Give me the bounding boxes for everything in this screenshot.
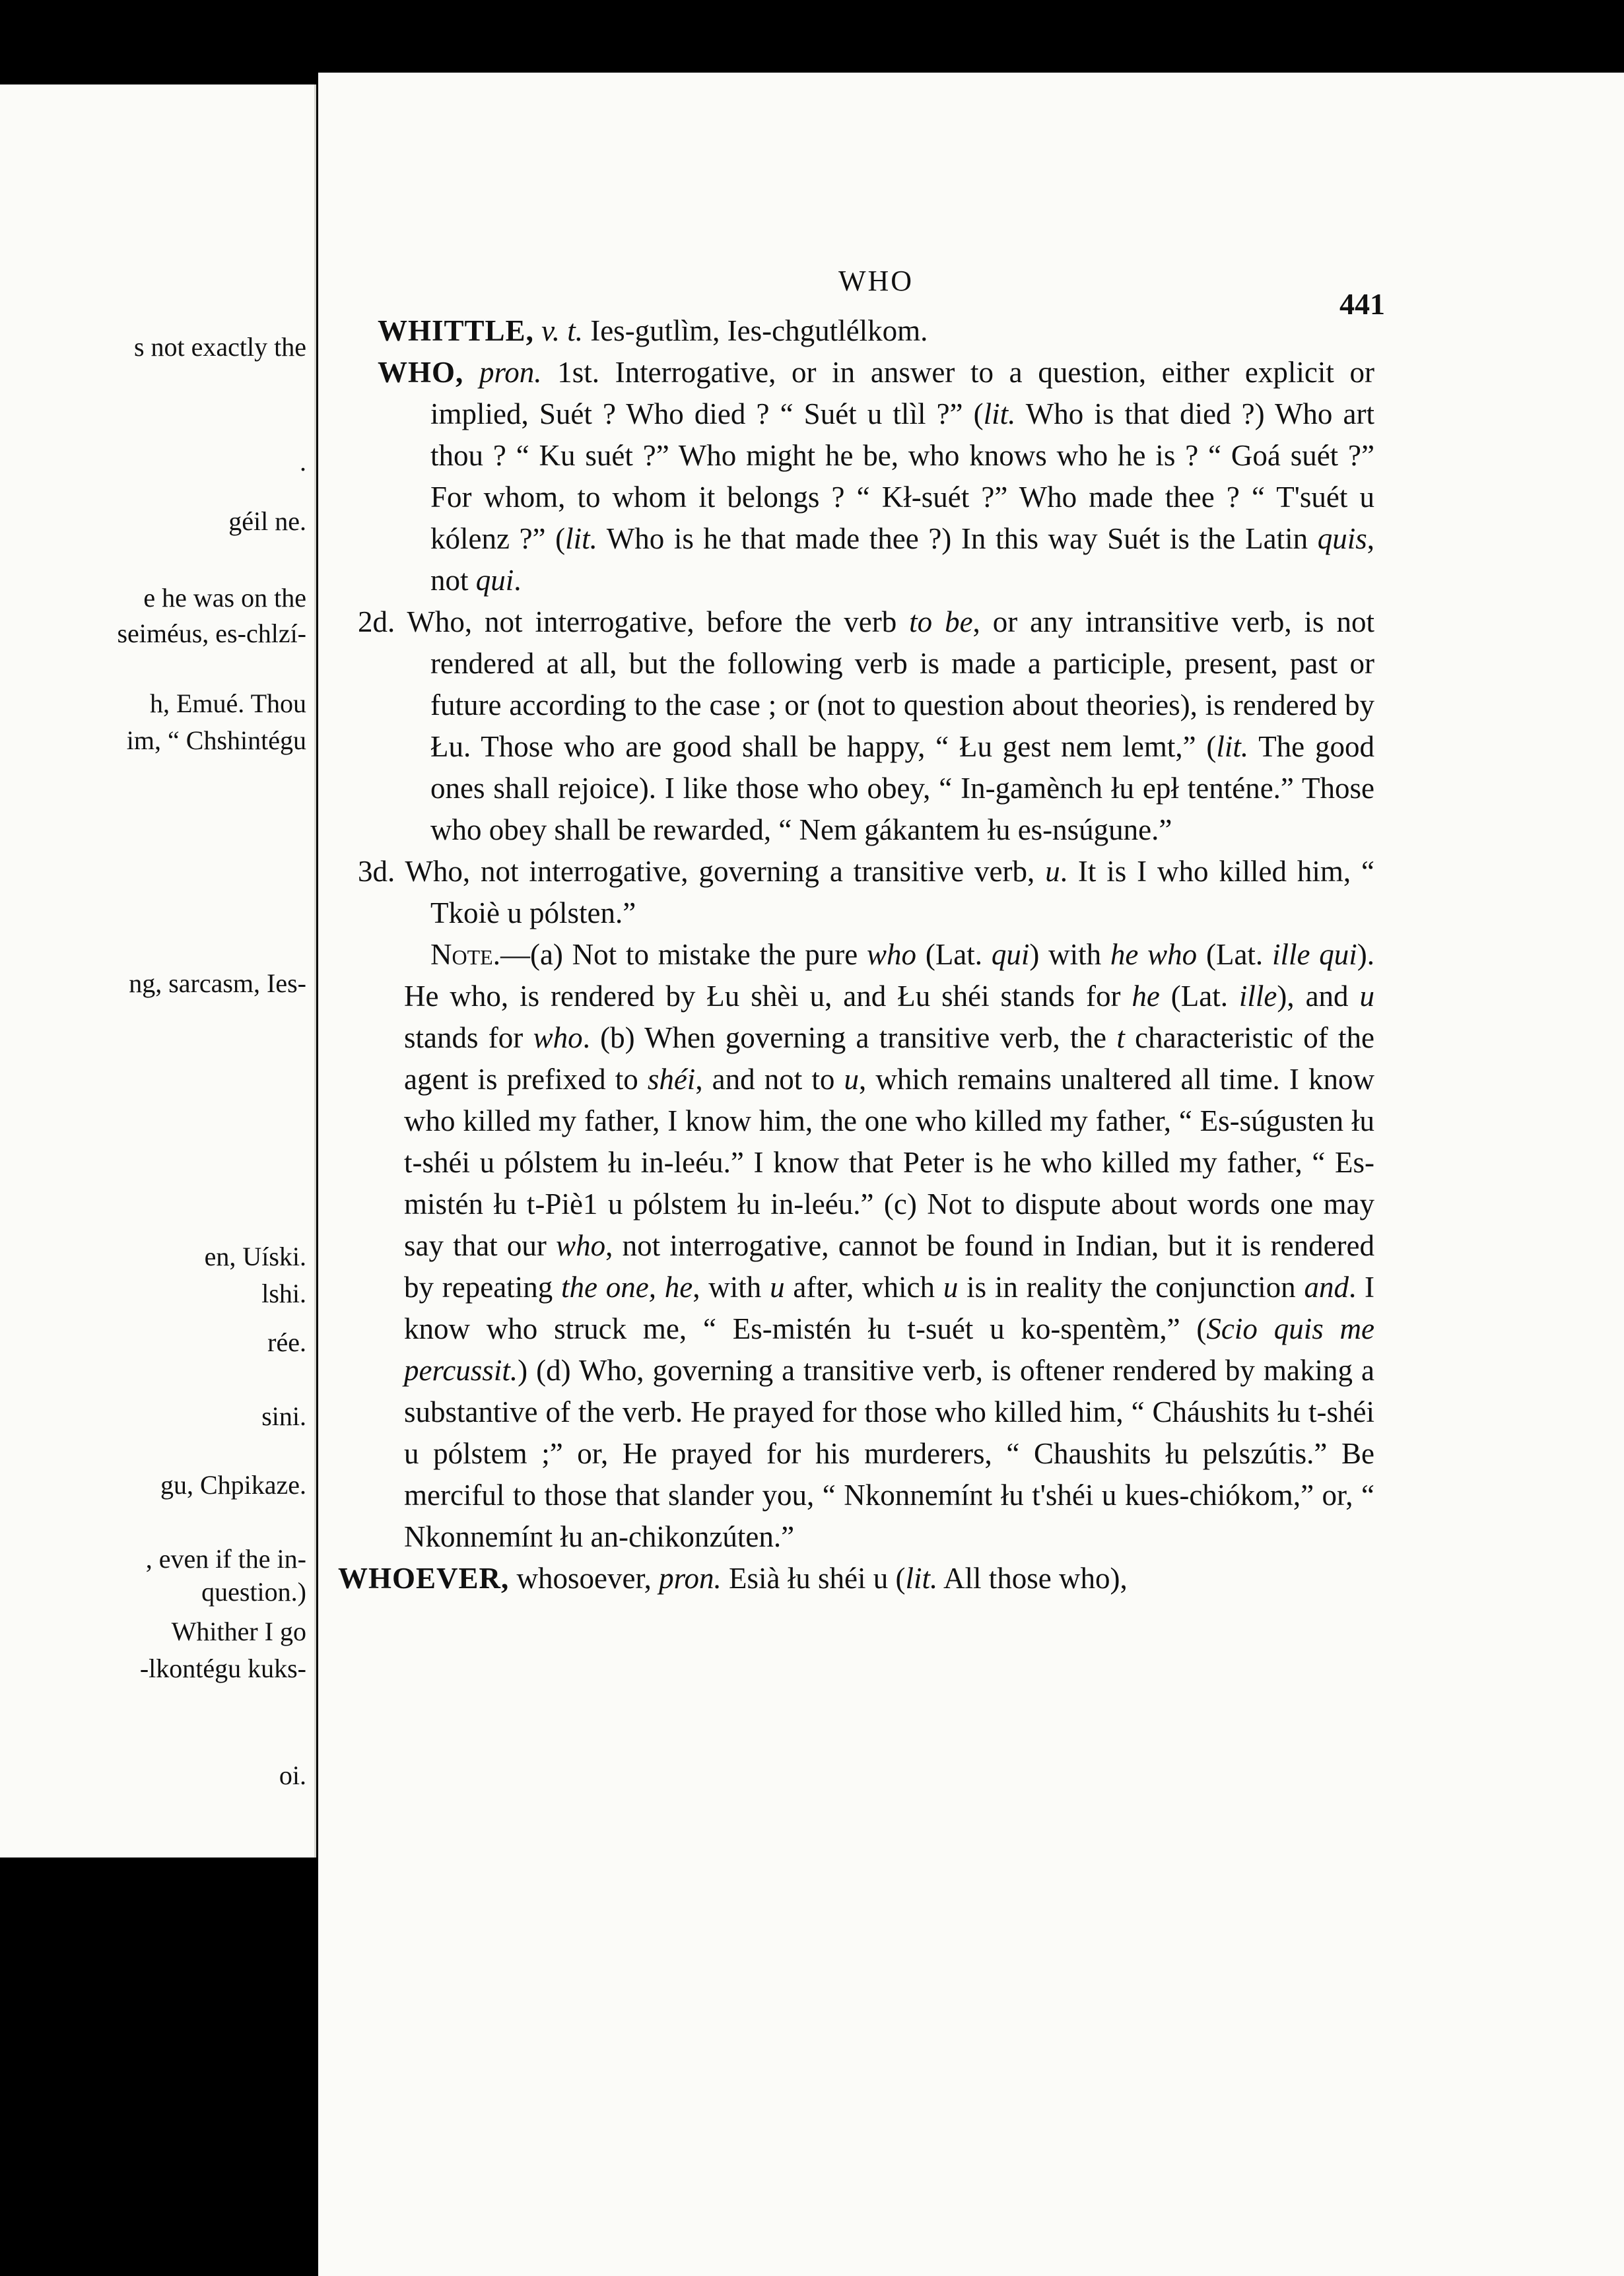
part-of-speech: pron. — [659, 1562, 722, 1595]
headword: WHOEVER, — [338, 1562, 510, 1595]
sense-text: Who is he that made thee ?) In this way Suét is the Latin — [597, 522, 1318, 555]
sense-text: 1st. Interrogative, or in answer to a question, either explicit or implied, Suét ? Who died ? “ Suét u tlìl ?” ( — [430, 356, 1375, 430]
left-page-line: seiméus, es-chlzí- — [117, 619, 306, 648]
note-text: (Lat. — [1197, 938, 1272, 971]
definition: Ies-gutlìm, Ies-chgutlélkom. — [590, 314, 928, 347]
note-text: after, which — [784, 1271, 943, 1304]
term: shéi — [647, 1063, 696, 1096]
abbrev: lit. — [565, 522, 597, 555]
page-number: 441 — [1339, 287, 1385, 321]
sense-number: 2d. — [358, 605, 395, 638]
sense-3 — [358, 851, 1374, 934]
part-of-speech: v. t. — [541, 314, 583, 347]
left-page-line: ng, sarcasm, Ies- — [129, 968, 306, 998]
left-page-line: , even if the in- — [145, 1544, 306, 1574]
term: to be — [909, 605, 973, 638]
note-text: , not interrogative, cannot be found in Indian, but it is rendered by repeating — [404, 1229, 1375, 1304]
left-page-line: question.) — [201, 1577, 306, 1607]
note-text: (Lat. — [916, 938, 992, 971]
left-page-line: gu, Chpikaze. — [160, 1470, 306, 1500]
note-text: ). He who, is rendered by Łu shèi u, and Łu shéi stands for — [404, 938, 1374, 1013]
term: u — [844, 1063, 859, 1096]
sense-number: 3d. — [358, 855, 395, 888]
left-page-line: lshi. — [261, 1279, 306, 1308]
note-text: (Lat. — [1159, 980, 1239, 1013]
part-of-speech: pron. — [479, 356, 542, 389]
left-page-line: oi. — [279, 1760, 306, 1790]
left-facing-page — [0, 84, 316, 1858]
dictionary-page — [318, 73, 1624, 2276]
sense-text: , not — [430, 522, 1374, 597]
left-page-line: e he was on the — [143, 583, 306, 613]
term: he who — [1110, 938, 1198, 971]
definition: All those who), — [937, 1562, 1128, 1595]
abbrev: lit. — [905, 1562, 938, 1595]
left-page-line: Whither I go — [171, 1617, 306, 1646]
note-text: ) (d) Who, governing a transitive verb, is oftener rendered by making a substantive of the verb. He prayed for those who killed him, “ Cháushits łu t-shéi u pólstem ;” or, He prayed for his murderers, “ Chaushits łu pelszútis.” Be merciful to those that slander you, “ Nkonnemínt łu t'shéi u kues-chiókom,” or, “ Nkonnemínt łu an-chikonzúten.” — [404, 1354, 1374, 1553]
sense-text: . It is I who killed him, “ Tkoiè u pólsten.” — [430, 855, 1374, 929]
entry-who — [378, 352, 1374, 601]
page-body — [338, 264, 1385, 1599]
sense-2 — [358, 601, 1374, 851]
usage-note — [378, 934, 1374, 1558]
term: who — [867, 938, 917, 971]
term: u — [943, 1271, 959, 1304]
note-text: , and not to — [695, 1063, 844, 1096]
note-text: , with — [693, 1271, 770, 1304]
definition: Esià łu shéi u ( — [721, 1562, 906, 1595]
note-label: Note. — [430, 938, 500, 971]
left-page-line: . — [300, 447, 306, 477]
term: qui — [991, 938, 1030, 971]
sense-text: . — [514, 564, 522, 597]
term: and — [1304, 1271, 1349, 1304]
note-text: ) with — [1029, 938, 1110, 971]
entry-whittle — [378, 310, 1374, 352]
term: t — [1116, 1021, 1125, 1054]
term: who — [533, 1021, 583, 1054]
term: he — [1132, 980, 1160, 1013]
note-text: stands for — [404, 1021, 533, 1054]
sense-text: The good ones shall rejoice). I like those who obey, “ In-gamènch łu epł tenténe.” Those who obey shall be rewarded, “ Nem gákantem łu es-nsúgune.” — [430, 730, 1374, 846]
term: u — [770, 1271, 785, 1304]
note-text: , which remains unaltered all time. I know who killed my father, I know him, the one who killed my father, “ Es-súgusten łu t-shéi u pólstem łu in-leéu.” I know that Peter is he who killed my father, “ Es-mistén łu t-Piè1 u pólstem łu in-leéu.” (c) Not to dispute about words one may say that our — [404, 1063, 1374, 1262]
sense-text: Who, not interrogative, governing a transitive verb, — [395, 855, 1046, 888]
latin-term: Scio quis me percussit. — [404, 1312, 1374, 1387]
running-head: WHO — [838, 265, 914, 297]
note-text: . I know who struck me, “ Es-mistén łu t-suét u ko-spentèm,” ( — [404, 1271, 1374, 1345]
note-text: . (b) When governing a transitive verb, the — [582, 1021, 1117, 1054]
term: ille qui — [1271, 938, 1357, 971]
note-text: is in reality the conjunction — [958, 1271, 1304, 1304]
abbrev: lit. — [1216, 730, 1249, 763]
left-page-line: im, “ Chshintégu — [126, 725, 306, 755]
left-page-line: -lkontégu kuks- — [139, 1654, 306, 1683]
left-page-line: sini. — [261, 1401, 306, 1431]
note-text: —(a) Not to mistake the pure — [500, 938, 867, 971]
latin-term: quis — [1317, 522, 1367, 555]
entry-whoever — [338, 1558, 1374, 1599]
definition: whosoever, — [509, 1562, 660, 1595]
term: u — [1359, 980, 1374, 1013]
page-header — [378, 264, 1385, 321]
note-text: ), and — [1277, 980, 1360, 1013]
headword: WHITTLE, — [378, 314, 534, 347]
sense-text: Who, not interrogative, before the verb — [395, 605, 910, 638]
sense-text: , or any intransitive verb, is not rendered at all, but the following verb is made a participle, present, past or future according to the case ; or (not to question about theories), is rendered by Łu. Those who are good shall be happy, “ Łu gest nem lemt,” ( — [430, 605, 1374, 763]
term: u — [1045, 855, 1060, 888]
left-page-line: géil ne. — [228, 506, 306, 536]
sense-text: Who is that died ?) Who art thou ? “ Ku suét ?” Who might he be, who knows who he is ? “ Goá suét ?” For whom, to whom it belongs ? “ Kł-suét ?” Who made thee ? “ T'suét u kólenz ?” ( — [430, 397, 1375, 555]
left-page-line: h, Emué. Thou — [149, 688, 306, 718]
abbrev: lit. — [983, 397, 1016, 430]
left-page-line: rée. — [267, 1327, 306, 1357]
term: who — [556, 1229, 606, 1262]
left-page-line: en, Uíski. — [204, 1242, 306, 1271]
term: the one, he — [561, 1271, 693, 1304]
latin-term: qui — [475, 564, 514, 597]
left-page-line: s not exactly the — [133, 332, 306, 362]
note-text: characteristic of the agent is prefixed to — [404, 1021, 1374, 1096]
term: ille — [1238, 980, 1277, 1013]
headword: WHO, — [378, 356, 464, 389]
